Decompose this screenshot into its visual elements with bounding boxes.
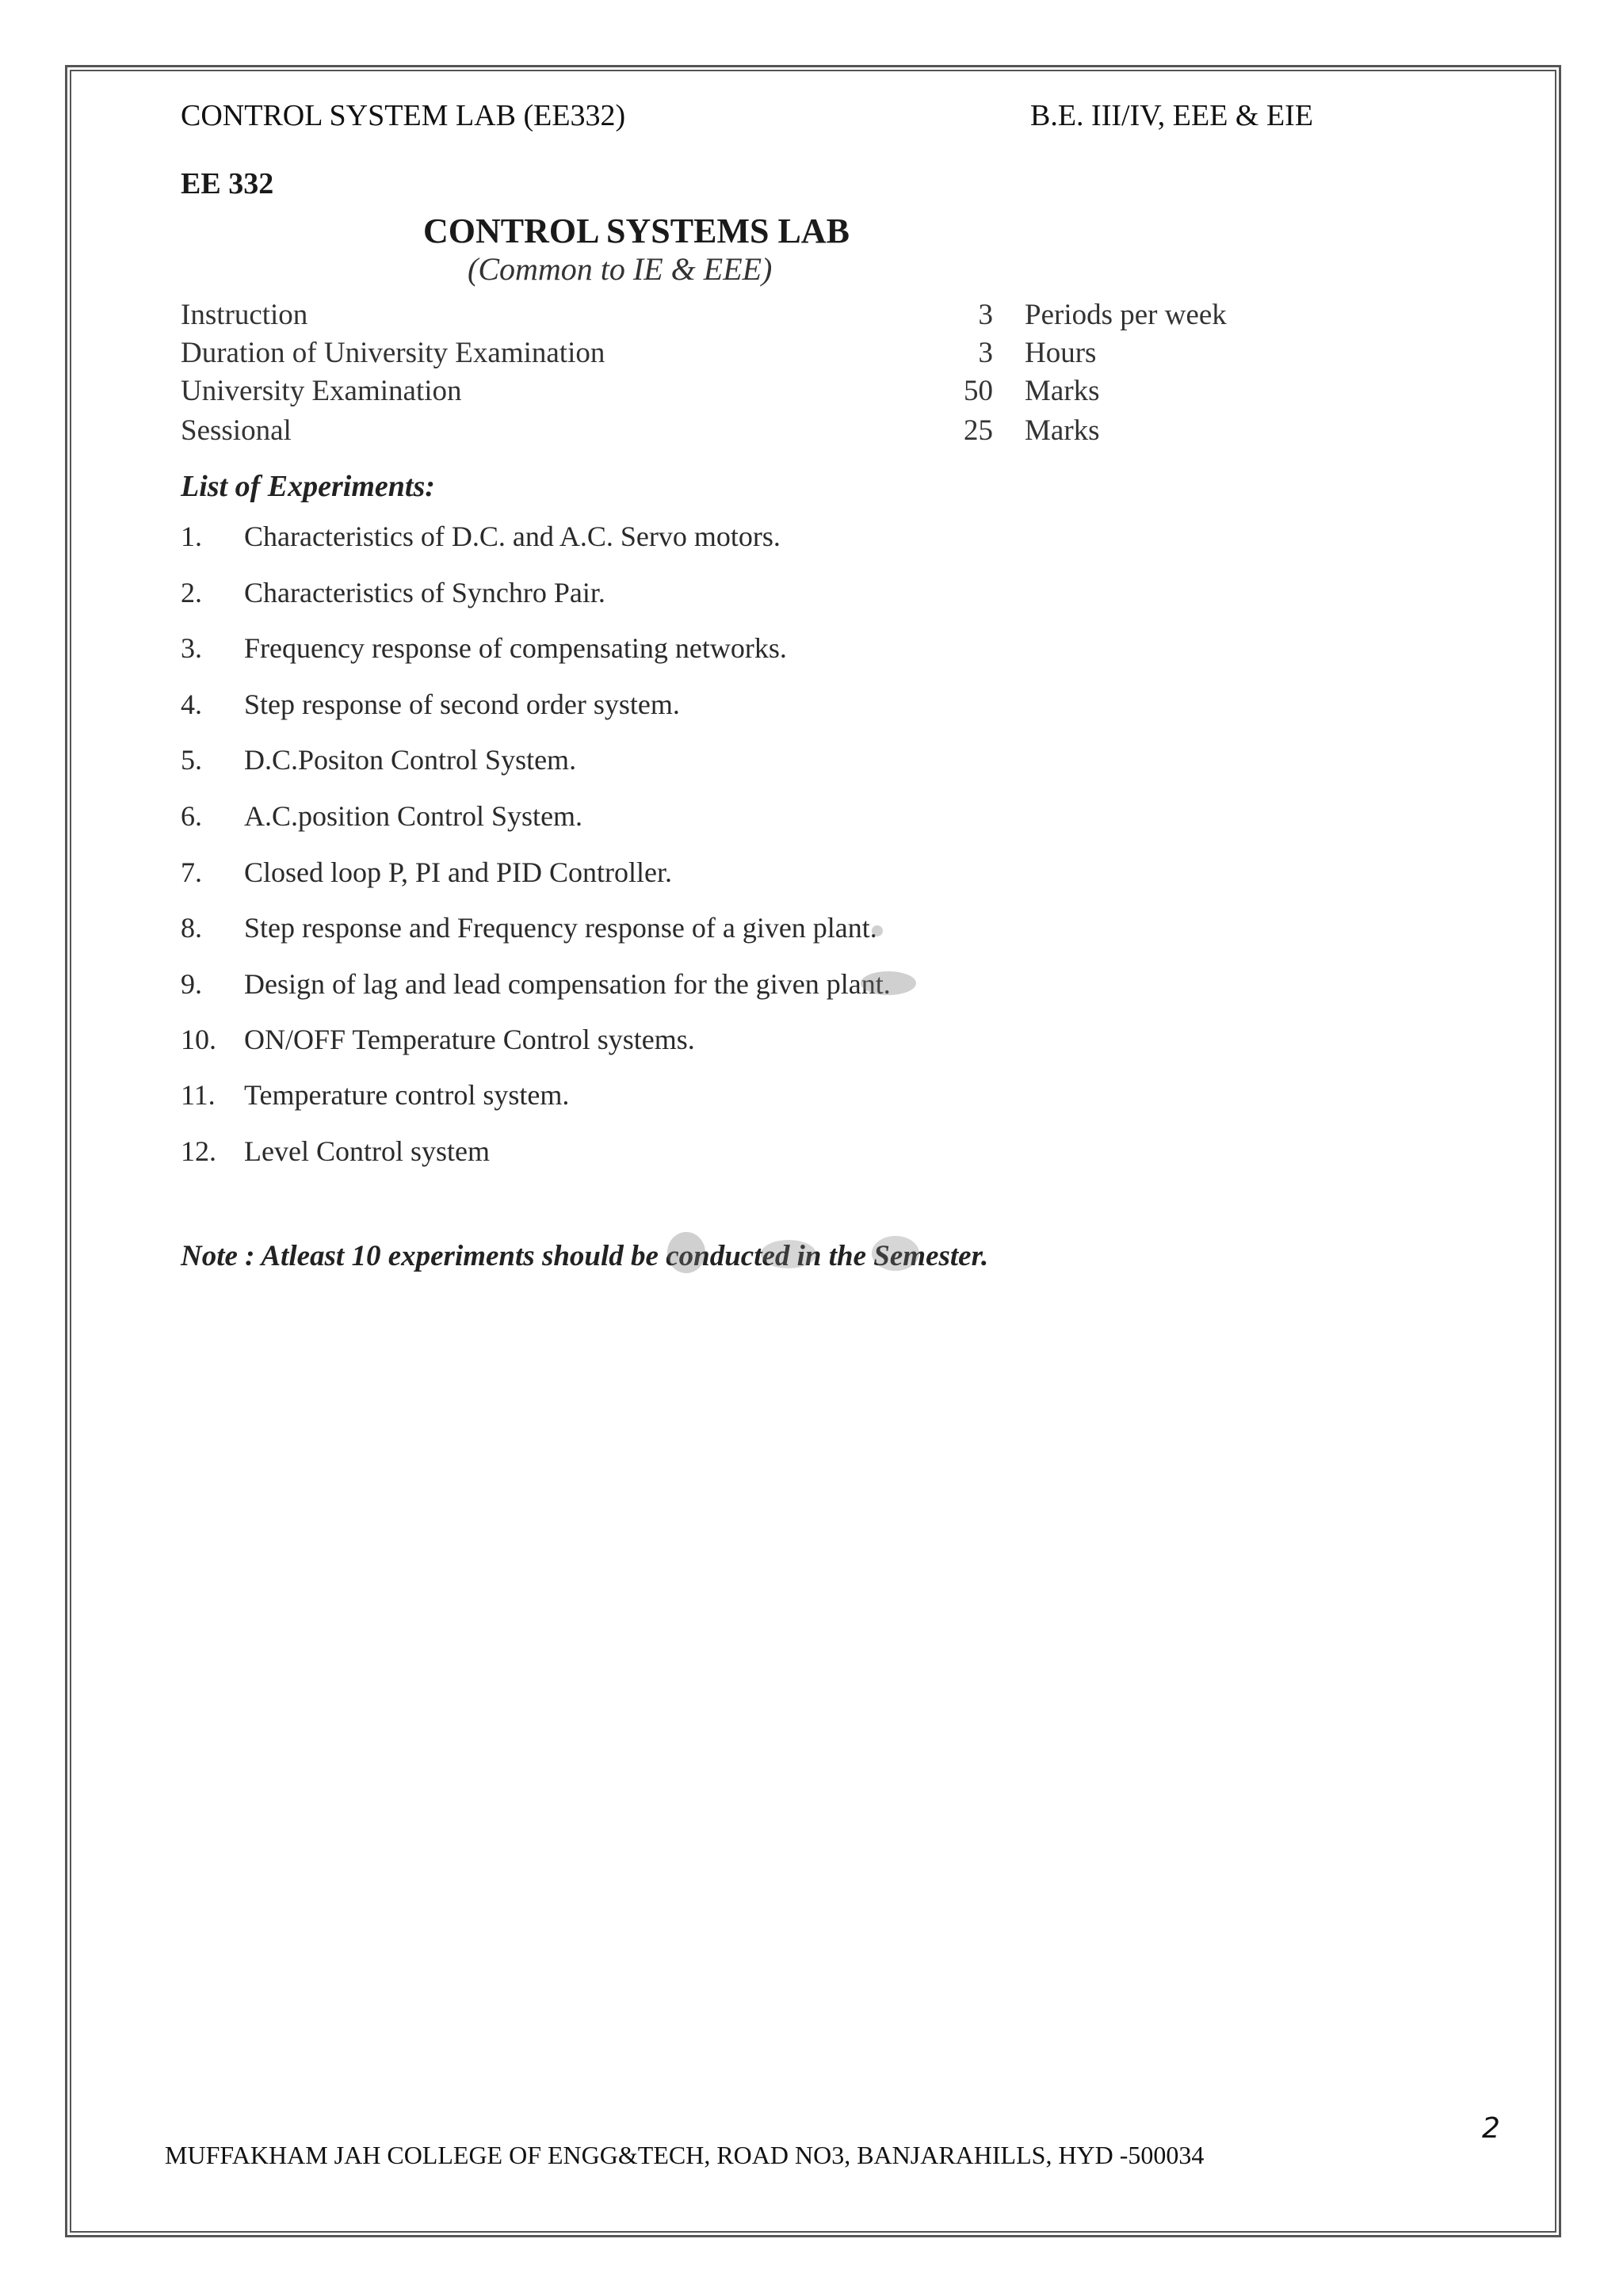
item-text: Temperature control system. — [244, 1079, 570, 1111]
schedule-unit: Marks — [1025, 414, 1100, 447]
item-text: Design of lag and lead compensation for the given plant. — [244, 968, 891, 1000]
scan-smudge — [872, 925, 883, 936]
item-number: 5. — [181, 744, 202, 776]
item-text: A.C.position Control System. — [244, 800, 583, 832]
schedule-label: Duration of University Examination — [181, 337, 605, 369]
item-number: 9. — [181, 968, 202, 1000]
schedule-unit: Periods per week — [1025, 299, 1227, 331]
page-number: 2 — [1482, 2112, 1500, 2145]
scan-smudge — [761, 1240, 816, 1268]
schedule-label: University Examination — [181, 375, 462, 407]
schedule-unit: Marks — [1025, 375, 1100, 407]
item-number: 2. — [181, 577, 202, 608]
item-text: Frequency response of compensating networks. — [244, 632, 787, 664]
item-text: Step response of second order system. — [244, 688, 680, 720]
item-text: ON/OFF Temperature Control systems. — [244, 1024, 695, 1055]
course-title: CONTROL SYSTEMS LAB — [423, 212, 850, 250]
item-number: 4. — [181, 688, 202, 720]
scan-smudge — [872, 1236, 919, 1271]
item-text: D.C.Positon Control System. — [244, 744, 577, 776]
schedule-value: 3 — [978, 299, 993, 331]
scan-smudge — [667, 1232, 705, 1273]
note-text: Note : Atleast 10 experiments should be conducted in the Semester. — [181, 1240, 989, 1272]
item-text: Step response and Frequency response of a given plant. — [244, 912, 877, 944]
item-number: 3. — [181, 632, 202, 664]
item-number: 10. — [181, 1024, 216, 1055]
item-number: 6. — [181, 800, 202, 832]
schedule-unit: Hours — [1025, 337, 1097, 369]
course-code: EE 332 — [181, 167, 274, 200]
schedule-value: 3 — [978, 337, 993, 369]
course-subtitle: (Common to IE & EEE) — [468, 251, 773, 287]
running-header-right: B.E. III/IV, EEE & EIE — [1030, 99, 1314, 132]
item-number: 8. — [181, 912, 202, 944]
item-number: 7. — [181, 856, 202, 888]
item-number: 11. — [181, 1079, 216, 1111]
schedule-value: 25 — [964, 414, 993, 447]
item-text: Level Control system — [244, 1135, 490, 1167]
schedule-value: 50 — [964, 375, 993, 407]
experiments-heading: List of Experiments: — [181, 470, 435, 503]
schedule-label: Instruction — [181, 299, 308, 331]
item-number: 1. — [181, 521, 202, 552]
item-text: Characteristics of D.C. and A.C. Servo motors. — [244, 521, 781, 552]
scan-smudge — [861, 971, 916, 995]
item-number: 12. — [181, 1135, 216, 1167]
running-header-left: CONTROL SYSTEM LAB (EE332) — [181, 99, 626, 132]
item-text: Characteristics of Synchro Pair. — [244, 577, 605, 608]
item-text: Closed loop P, PI and PID Controller. — [244, 856, 673, 888]
schedule-label: Sessional — [181, 414, 292, 447]
page-footer: MUFFAKHAM JAH COLLEGE OF ENGG&TECH, ROAD NO3, BANJARAHILLS, HYD -500034 — [165, 2141, 1205, 2169]
